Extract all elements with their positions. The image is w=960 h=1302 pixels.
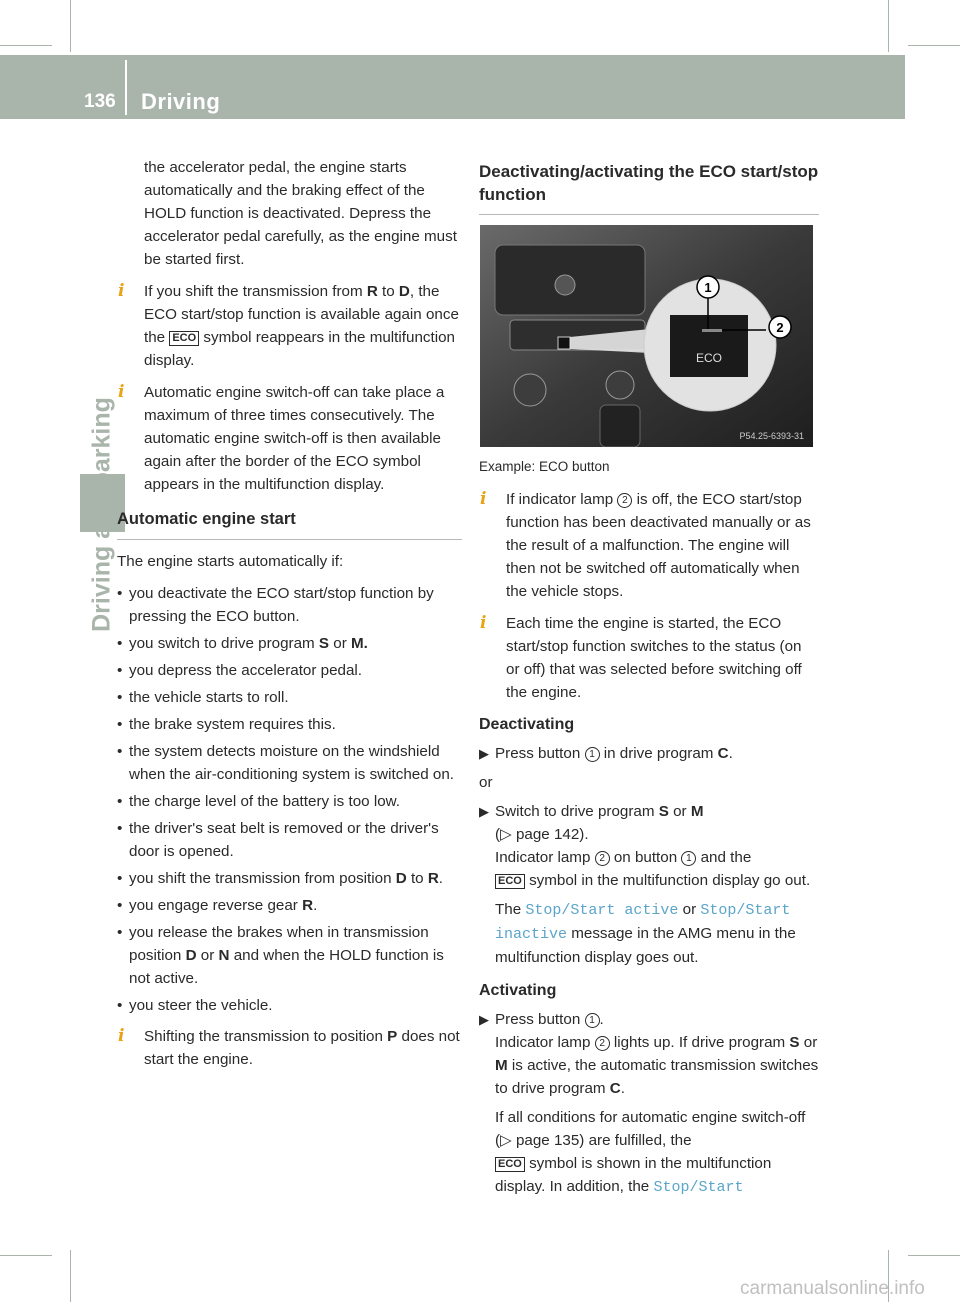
info-note: i Shifting the transmission to position P does not start the engine. [118,1026,460,1068]
crop-mark [908,1255,960,1256]
info-icon: i [118,382,125,402]
list-item: • you engage reverse gear R. [117,897,318,914]
figure-code: P54.25-6393-31 [739,431,804,441]
list-item: • you deactivate the ECO start/stop function by pressing the ECO button. [117,585,434,625]
subheading-activating: Activating [479,982,557,999]
indicator-lamp [702,329,722,332]
step-arrow-icon: ▶ [479,746,489,761]
callout-2-icon: 2 [617,493,632,508]
watermark: carmanualsonline.info [740,1278,925,1299]
info-note: i If you shift the transmission from R to D, the ECO start/stop function is available again once the ECO symbol reappears in the multifunction display. [118,281,459,369]
list-item: • the vehicle starts to roll. [117,689,289,706]
display-message: Stop/Start active [525,902,679,919]
eco-symbol-icon: ECO [169,331,199,346]
list-item: • the driver's seat belt is removed or the driver's door is opened. [117,820,439,860]
info-note: i Automatic engine switch-off can take place a maximum of three times consecutively. The automatic engine switch-off is then available again after the border of the ECO symbol appears in the multifunction display. [118,382,445,493]
intro-paragraph: the accelerator pedal, the engine starts automatically and the braking effect of the HOLD function is deactivated. Depress the accelerator pedal carefully, as the engine must be started first. [144,159,457,268]
dashboard-illustration [480,225,813,447]
crop-mark [908,45,960,46]
or-text: or [479,774,493,791]
step-arrow-icon: ▶ [479,804,489,819]
section-heading: Automatic engine start [117,508,462,540]
info-note: i If indicator lamp 2 is off, the ECO start/stop function has been deactivated manually or as the result of a malfunction. The engine will then not be switched off automatically when the vehicle stops. [480,489,811,600]
header-divider [125,60,127,115]
section-heading: Deactivating/activating the ECO start/stop function [479,160,819,215]
list-item: • you switch to drive program S or M. [117,635,368,652]
crop-mark [0,1255,52,1256]
section-title: Driving [141,89,221,114]
info-note: i Each time the engine is started, the ECO start/stop function switches to the status (on or off) that was selected before switching off the engine. [480,613,802,701]
info-icon: i [480,489,487,509]
crop-mark [888,0,889,52]
callout-2: 2 [776,320,784,335]
page-header [0,55,905,119]
condition-list [117,582,462,1017]
lead-text: The engine starts automatically if: [117,553,344,570]
eco-label: ECO [695,351,723,365]
eco-symbol-icon: ECO [495,874,525,889]
info-icon: i [118,281,125,301]
crop-mark [70,1250,71,1302]
left-column [117,156,462,1080]
eco-symbol-icon: ECO [495,1157,525,1172]
instruction-step: ▶ Switch to drive program S or M (▷ page 142). Indicator lamp 2 on button 1 and the ECO symbol in the multifunction display go out. The Stop/Start active or Stop/Start inactive message in the AMG menu in the multifunction display goes out. [479,800,819,969]
list-item: • you shift the transmission from position D to R. [117,870,444,887]
info-icon: i [118,1026,125,1046]
crop-mark [70,0,71,52]
callout-1: 1 [704,280,712,295]
crop-mark [0,45,52,46]
list-item: • you release the brakes when in transmission position D or N and when the HOLD function is not active. [117,924,444,987]
display-message: Stop/Start inactive [495,902,791,943]
page-reference: (▷ page 142). [495,826,589,843]
list-item: • the charge level of the battery is too low. [117,793,401,810]
page-number: 136 [84,91,116,112]
info-icon: i [480,613,487,633]
display-message: Stop/Start [653,1179,744,1196]
right-column [479,160,819,1203]
instruction-step: ▶ Press button 1 in drive program C. [479,742,819,765]
subheading-deactivating: Deactivating [479,716,575,733]
list-item: • the system detects moisture on the windshield when the air-conditioning system is switched on. [117,743,455,783]
eco-button-photo [480,225,813,447]
list-item: • you steer the vehicle. [117,997,273,1014]
figure-caption: Example: ECO button [479,459,610,474]
instruction-step: ▶ Press button 1 . Indicator lamp 2 lights up. If drive program S or M is active, the automatic transmission switches to drive program C. If all conditions for automatic engine switch-off (▷ page 135) are fulfilled, the ECO symbol is shown in the multifunction display. In addition, the Stop/Start [479,1008,819,1199]
step-arrow-icon: ▶ [479,1012,489,1027]
list-item: • the brake system requires this. [117,716,336,733]
list-item: • you depress the accelerator pedal. [117,662,363,679]
